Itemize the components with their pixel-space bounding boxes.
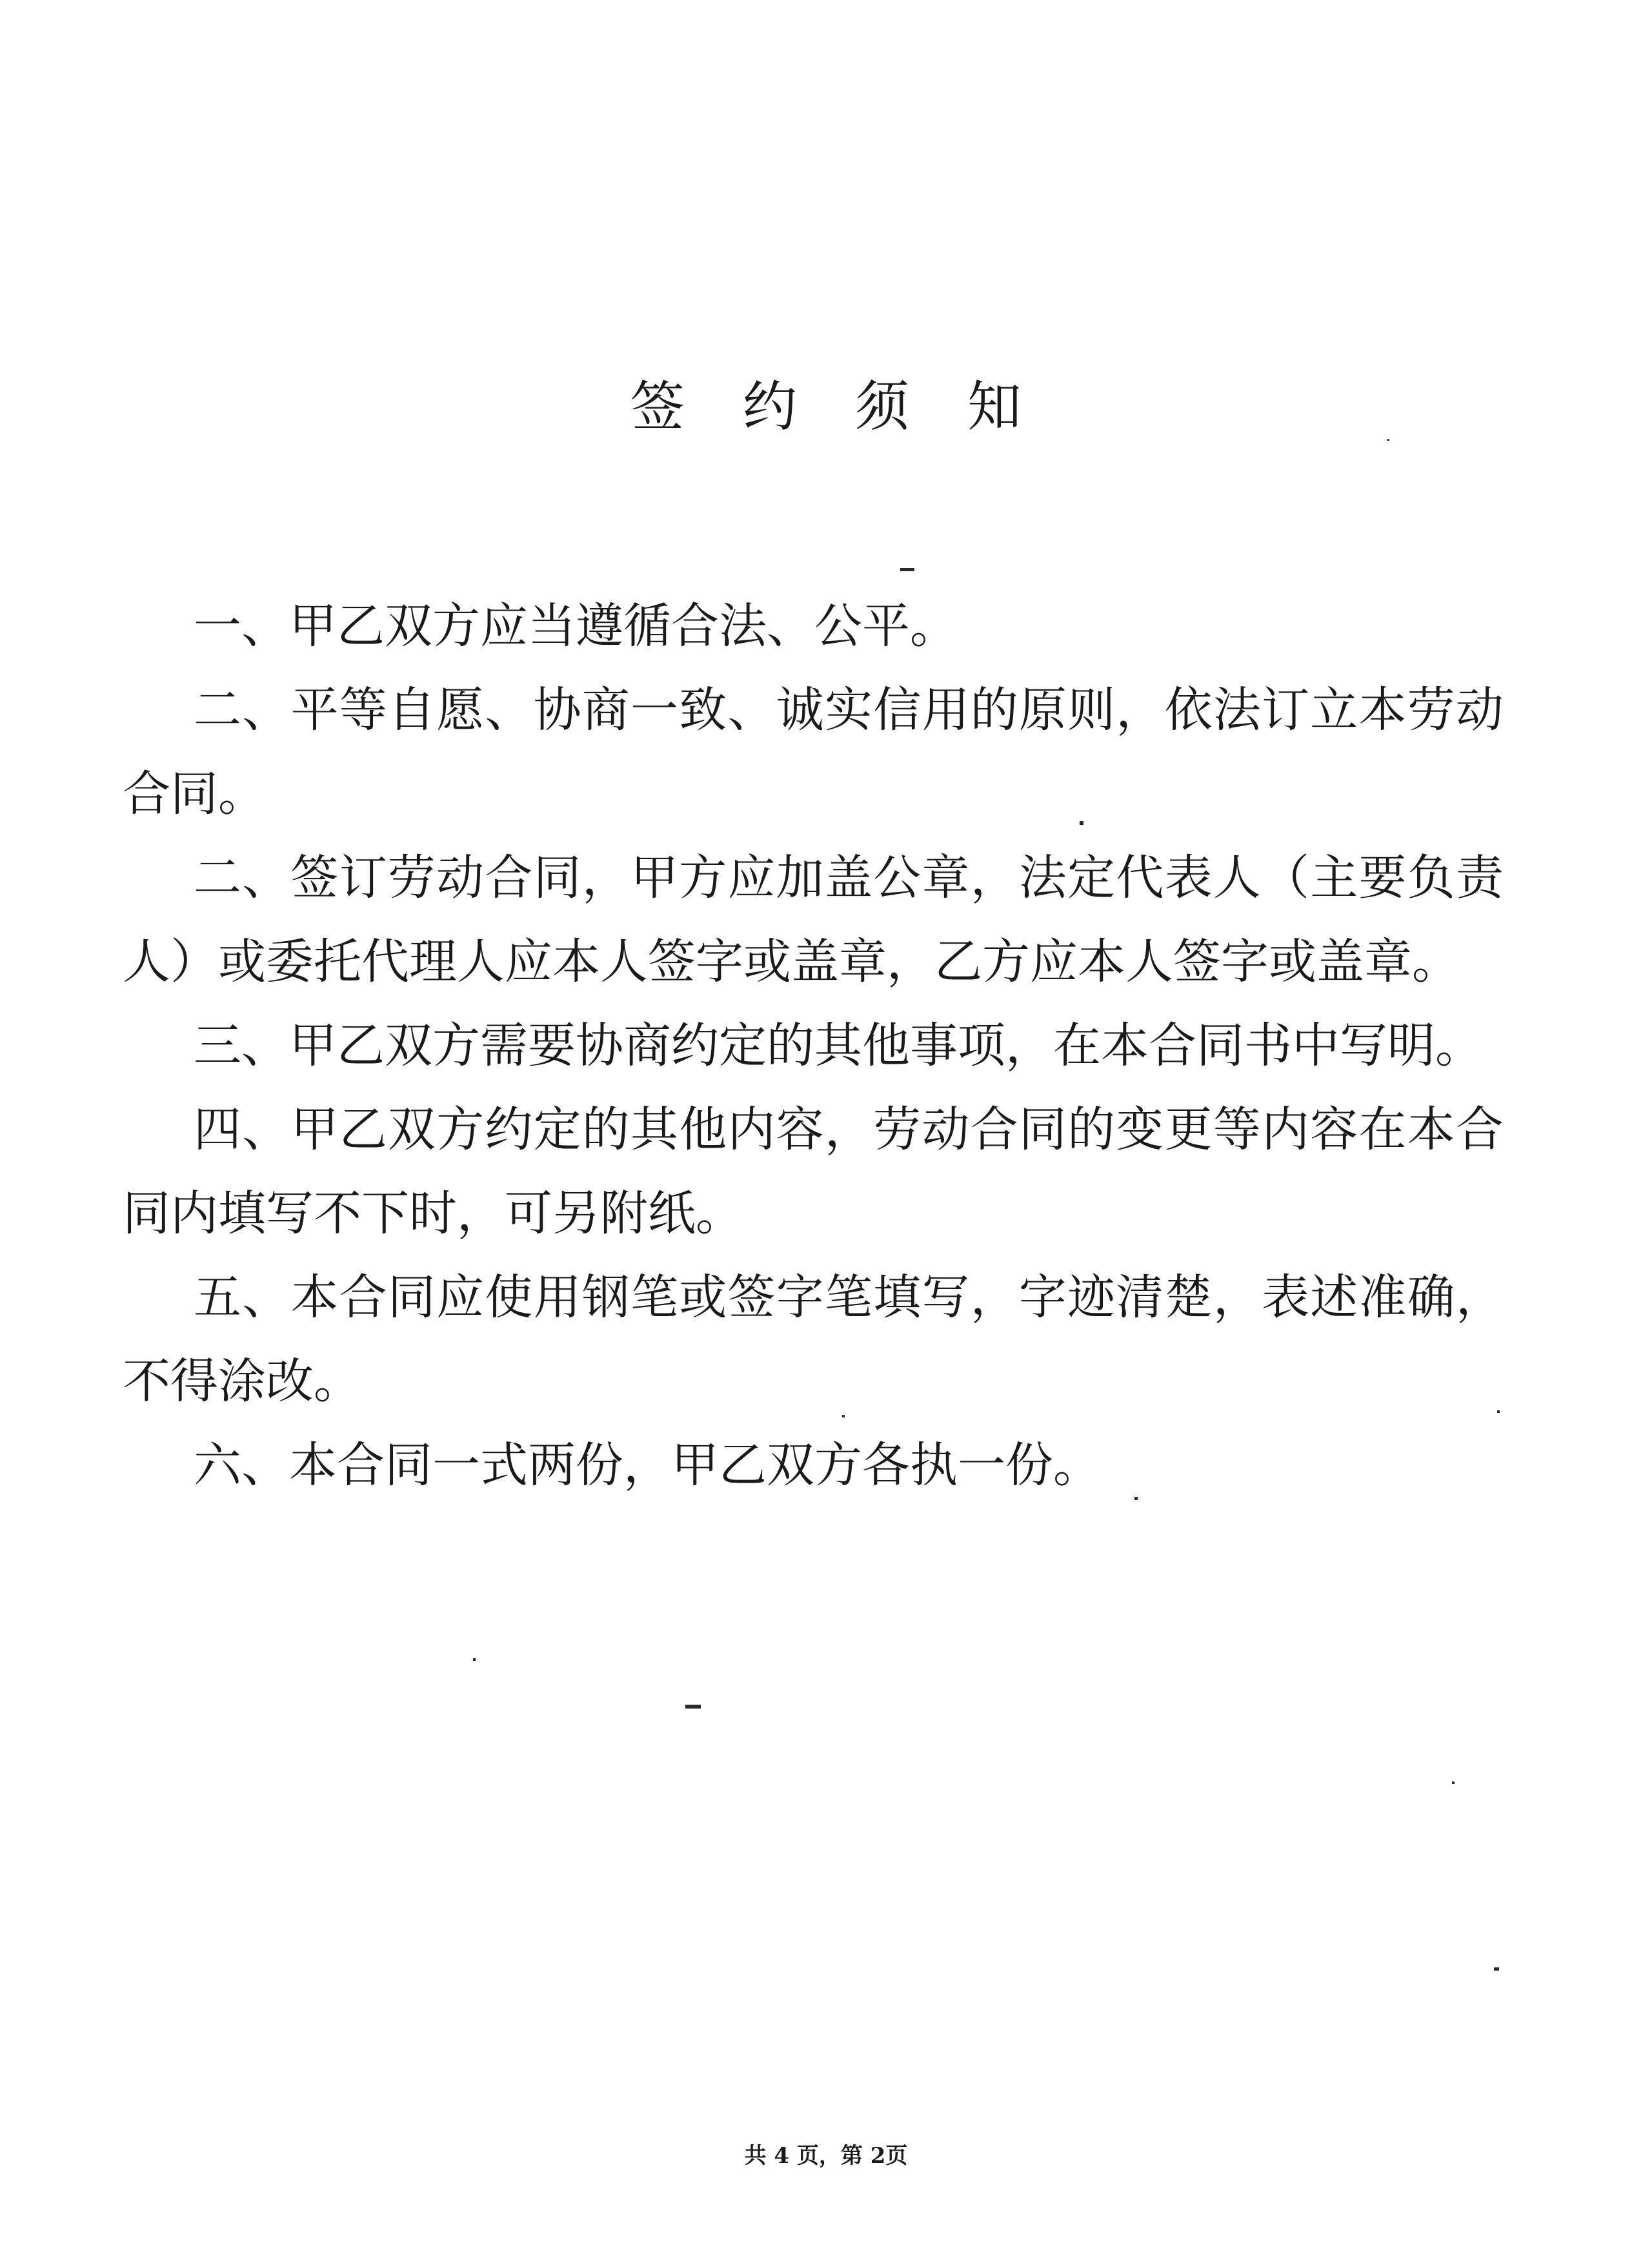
paragraph-4: 三、甲乙双方需要协商约定的其他事项，在本合同书中写明。 (194, 1018, 1483, 1073)
scan-speck (1497, 1410, 1500, 1413)
scan-speck (1387, 439, 1389, 441)
scan-speck (685, 1705, 701, 1709)
document-title (0, 371, 1652, 442)
scan-speck (1080, 821, 1083, 825)
scan-speck (900, 568, 914, 571)
paragraph-6: 五、本合同应使用钢笔或签字笔填写，字迹清楚，表述准确，不得涂改。 (123, 1270, 1504, 1409)
document-body (123, 584, 1504, 1507)
title-char: 知 (967, 375, 1022, 438)
scan-speck (1452, 1781, 1455, 1784)
paragraph-2: 二、平等自愿、协商一致、诚实信用的原则，依法订立本劳动合同。 (123, 682, 1504, 822)
paragraph-1: 一、甲乙双方应当遵循合法、公平。 (194, 598, 958, 654)
scan-speck (842, 1415, 845, 1417)
scan-speck (1494, 1967, 1499, 1971)
title-char: 须 (855, 375, 910, 438)
scan-speck (1134, 1497, 1138, 1500)
paragraph-7: 六、本合同一式两份，甲乙双方各执一份。 (194, 1437, 1101, 1493)
paragraph-3: 二、签订劳动合同，甲方应加盖公章，法定代表人（主要负责人）或委托代理人应本人签字或盖章，乙方应本人签字或盖章。 (123, 850, 1504, 989)
scan-speck (473, 1658, 476, 1661)
page-footer: 共 4 页，第 2页 (744, 2143, 908, 2169)
title-char: 签 (630, 375, 685, 438)
paragraph-5: 四、甲乙双方约定的其他内容，劳动合同的变更等内容在本合同内填写不下时，可另附纸。 (123, 1102, 1504, 1241)
title-char: 约 (742, 375, 797, 438)
